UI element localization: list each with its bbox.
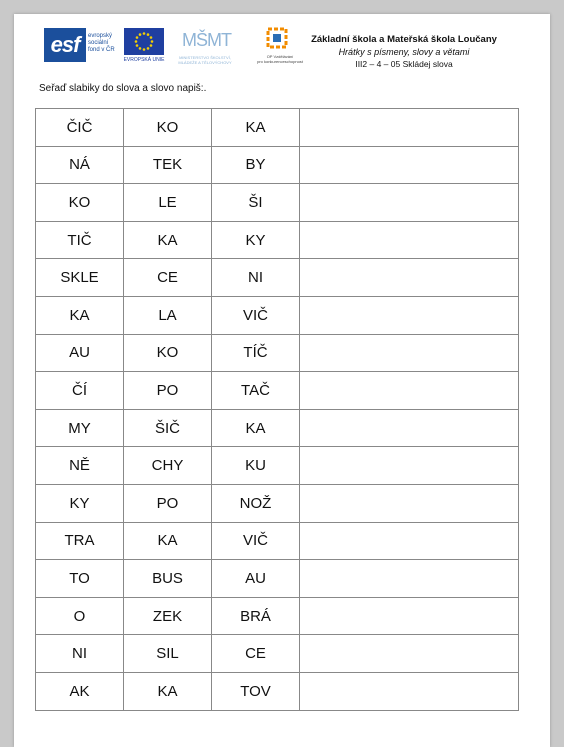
msmt-mark: MŠMT xyxy=(182,30,231,50)
esf-mark: esf xyxy=(44,28,86,62)
syllable-cell: AU xyxy=(36,334,124,372)
table-row xyxy=(36,259,519,297)
answer-cell[interactable] xyxy=(300,484,519,522)
syllable-cell: VIČ xyxy=(212,296,300,334)
syllable-cell: LE xyxy=(124,184,212,222)
op-emblem-icon xyxy=(248,26,308,54)
table-row xyxy=(36,409,519,447)
table-row xyxy=(36,447,519,485)
syllable-cell: KO xyxy=(124,334,212,372)
answer-cell[interactable] xyxy=(300,635,519,673)
esf-logo xyxy=(44,26,116,66)
answer-cell[interactable] xyxy=(300,597,519,635)
syllable-cell: TÍČ xyxy=(212,334,300,372)
syllable-cell: PO xyxy=(124,484,212,522)
syllable-cell: KU xyxy=(212,447,300,485)
esf-text-line: sociální xyxy=(88,40,109,46)
esf-text xyxy=(88,33,115,54)
syllable-cell: ČÍ xyxy=(36,372,124,410)
esf-text-line: fond v ČR xyxy=(88,47,115,53)
msmt-label xyxy=(174,55,236,65)
table-row xyxy=(36,184,519,222)
syllable-cell: TEK xyxy=(124,146,212,184)
syllable-cell: TOV xyxy=(212,672,300,710)
worksheet-code: III2 – 4 – 05 Skládej slova xyxy=(355,59,453,69)
eu-label: EVROPSKÁ UNIE xyxy=(123,57,165,63)
syllable-cell: TO xyxy=(36,560,124,598)
answer-cell[interactable] xyxy=(300,334,519,372)
syllable-cell: KO xyxy=(124,109,212,147)
table-row xyxy=(36,334,519,372)
table-row xyxy=(36,296,519,334)
msmt-label-line: MINISTERSTVO ŠKOLSTVÍ, xyxy=(179,55,231,60)
syllable-cell: ZEK xyxy=(124,597,212,635)
syllable-cell: BRÁ xyxy=(212,597,300,635)
syllable-cell: NĚ xyxy=(36,447,124,485)
msmt-label-line: MLÁDEŽE A TĚLOVÝCHOVY xyxy=(178,60,232,65)
answer-cell[interactable] xyxy=(300,672,519,710)
syllable-cell: KA xyxy=(36,296,124,334)
table-row xyxy=(36,672,519,710)
syllable-cell: KO xyxy=(36,184,124,222)
syllable-cell: AU xyxy=(212,560,300,598)
op-label-line: pro konkurenceschopnost xyxy=(257,59,303,64)
school-name: Základní škola a Mateřská škola Loučany xyxy=(311,34,497,45)
syllable-cell: VIČ xyxy=(212,522,300,560)
syllable-cell: PO xyxy=(124,372,212,410)
syllable-cell: TIČ xyxy=(36,221,124,259)
answer-cell[interactable] xyxy=(300,560,519,598)
syllable-cell: BUS xyxy=(124,560,212,598)
esf-text-line: evropský xyxy=(88,33,113,39)
syllable-cell: NÁ xyxy=(36,146,124,184)
syllable-cell: LA xyxy=(124,296,212,334)
syllable-cell: KY xyxy=(212,221,300,259)
op-logo xyxy=(248,26,308,66)
syllable-cell: CE xyxy=(212,635,300,673)
instruction-text: Seřaď slabiky do slova a slovo napiš:. xyxy=(39,83,207,94)
answer-cell[interactable] xyxy=(300,184,519,222)
syllable-cell: O xyxy=(36,597,124,635)
syllable-cell: CE xyxy=(124,259,212,297)
syllable-cell: TAČ xyxy=(212,372,300,410)
syllable-cell: KA xyxy=(212,109,300,147)
op-label xyxy=(250,54,310,64)
syllable-cell: MY xyxy=(36,409,124,447)
answer-cell[interactable] xyxy=(300,296,519,334)
syllable-cell: KY xyxy=(36,484,124,522)
syllable-cell: ČIČ xyxy=(36,109,124,147)
table-row xyxy=(36,484,519,522)
msmt-logo xyxy=(174,26,234,66)
syllable-table xyxy=(35,108,519,711)
op-label-line: OP Vzdělávání xyxy=(266,54,294,59)
syllable-cell: KA xyxy=(124,221,212,259)
syllable-cell: SKLE xyxy=(36,259,124,297)
table-row xyxy=(36,560,519,598)
syllable-cell: ŠI xyxy=(212,184,300,222)
answer-cell[interactable] xyxy=(300,221,519,259)
answer-cell[interactable] xyxy=(300,259,519,297)
syllable-cell: KA xyxy=(212,409,300,447)
syllable-table-body xyxy=(36,109,519,711)
worksheet-subtitle: Hrátky s písmeny, slovy a větami xyxy=(338,47,470,57)
school-header xyxy=(304,34,504,70)
syllable-cell: CHY xyxy=(124,447,212,485)
syllable-cell: ŠIČ xyxy=(124,409,212,447)
answer-cell[interactable] xyxy=(300,522,519,560)
syllable-cell: NI xyxy=(36,635,124,673)
table-row xyxy=(36,522,519,560)
answer-cell[interactable] xyxy=(300,372,519,410)
eu-flag-icon xyxy=(124,28,164,55)
answer-cell[interactable] xyxy=(300,109,519,147)
answer-cell[interactable] xyxy=(300,146,519,184)
worksheet-page xyxy=(14,14,550,747)
answer-cell[interactable] xyxy=(300,447,519,485)
syllable-cell: NOŽ xyxy=(212,484,300,522)
table-row xyxy=(36,635,519,673)
syllable-cell: NI xyxy=(212,259,300,297)
syllable-cell: AK xyxy=(36,672,124,710)
syllable-cell: TRA xyxy=(36,522,124,560)
table-row xyxy=(36,372,519,410)
table-row xyxy=(36,221,519,259)
answer-cell[interactable] xyxy=(300,409,519,447)
syllable-cell: KA xyxy=(124,672,212,710)
syllable-cell: BY xyxy=(212,146,300,184)
table-row xyxy=(36,109,519,147)
syllable-cell: KA xyxy=(124,522,212,560)
syllable-cell: SIL xyxy=(124,635,212,673)
table-row xyxy=(36,597,519,635)
table-row xyxy=(36,146,519,184)
logo-strip xyxy=(44,26,314,70)
eu-logo xyxy=(121,26,167,66)
